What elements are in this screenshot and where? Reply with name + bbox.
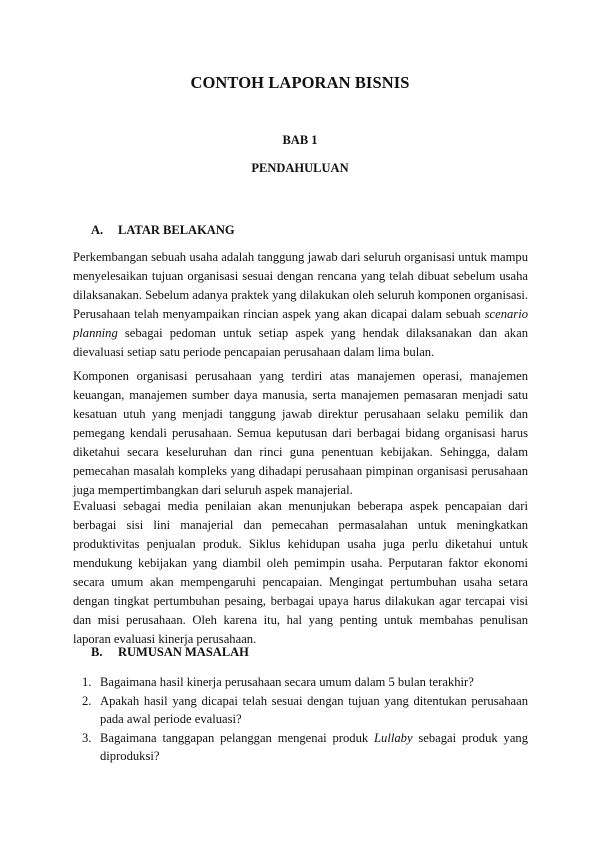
chapter-title: PENDAHULUAN — [251, 161, 349, 175]
paragraph-1-italic: scenario planning — [73, 307, 528, 340]
list-item-number: 1. — [82, 675, 92, 689]
paragraph-2: Komponen organisasi perusahaan yang terdiri atas manajemen operasi, manajemen keuangan, manajemen sumber daya manusia, serta manajemen pemasaran menjadi satu kesatuan utuh yang menjadi tanggung jawab direktur perusahaan selaku pemilik dan pemegang kendali perusahaan. Semua keputusan dari berbagai bidang organisasi harus diketahui secara keseluruhan dan rinci guna penentuan kebijakan. Sehingga, dalam pemecahan masalah kompleks yang dihadapi perusahaan pimpinan organisasi perusahaan juga mempertimbangkan dari seluruh aspek manajerial. — [73, 369, 528, 497]
document-title: CONTOH LAPORAN BISNIS — [190, 73, 410, 92]
list-item-text-a: Bagaimana tanggapan pelanggan mengenai produk — [100, 730, 375, 745]
list-item-number: 2. — [82, 693, 92, 708]
section-a-heading — [91, 223, 235, 238]
paragraph-1 — [73, 248, 528, 362]
product-name-italic: Lullaby — [374, 730, 413, 745]
section-b-letter: B. — [91, 645, 103, 659]
section-b-heading — [91, 645, 249, 660]
list-item — [82, 729, 528, 766]
section-a-letter: A. — [91, 223, 104, 237]
list-item-text: Apakah hasil yang dicapai telah sesuai dengan tujuan yang ditentukan perusahaan pada awal periode evaluasi? — [100, 693, 528, 726]
list-item-number: 3. — [82, 730, 92, 745]
list-item — [82, 673, 528, 692]
paragraph-3: Evaluasi sebagai media penilaian akan menunjukan beberapa aspek pencapaian dari berbagai sisi lini manajerial dan pemecahan permasalahan untuk meningkatkan produktivitas penjualan produk. Siklus kehidupan usaha juga perlu diketahui untuk mendukung kebijakan yang diambil oleh pemimpin usaha. Perputaran faktor ekonomi secara umum akan mempengaruhi pencapaian. Mengingat pertumbuhan usaha setara dengan tingkat pertumbuhan pesaing, berbagai upaya harus dilakukan agar tercapai visi dan misi perusahaan. Oleh karena itu, hal yang penting untuk membahas penulisan laporan evaluasi kinerja perusahaan. — [73, 499, 528, 646]
list-item — [82, 692, 528, 729]
chapter-number: BAB 1 — [282, 133, 318, 147]
section-a-title: LATAR BELAKANG — [118, 223, 235, 237]
paragraph-1-text-a: Perkembangan sebuah usaha adalah tanggung jawab dari seluruh organisasi untuk mampu menyelesaikan tujuan organisasi sesuai dengan rencana yang telah dibuat sebelum usaha dilaksanakan. Sebelum adanya praktek yang dilakukan oleh seluruh komponen organisasi. Perusahaan telah menyampaikan rincian aspek yang akan dicapai dalam sebuah — [73, 250, 528, 321]
list-item-text: Bagaimana hasil kinerja perusahaan secara umum dalam 5 bulan terakhir? — [100, 675, 474, 689]
paragraph-1-text-b: sebagai pedoman untuk setiap aspek yang hendak dilaksanakan dan akan dievaluasi setiap satu periode pencapaian perusahaan dalam lima bulan. — [73, 326, 528, 359]
list-item-text-b: sebagai produk yang diproduksi? — [100, 730, 529, 763]
list-item-text — [100, 729, 528, 766]
problem-list — [82, 673, 528, 766]
section-b-title: RUMUSAN MASALAH — [118, 645, 249, 659]
